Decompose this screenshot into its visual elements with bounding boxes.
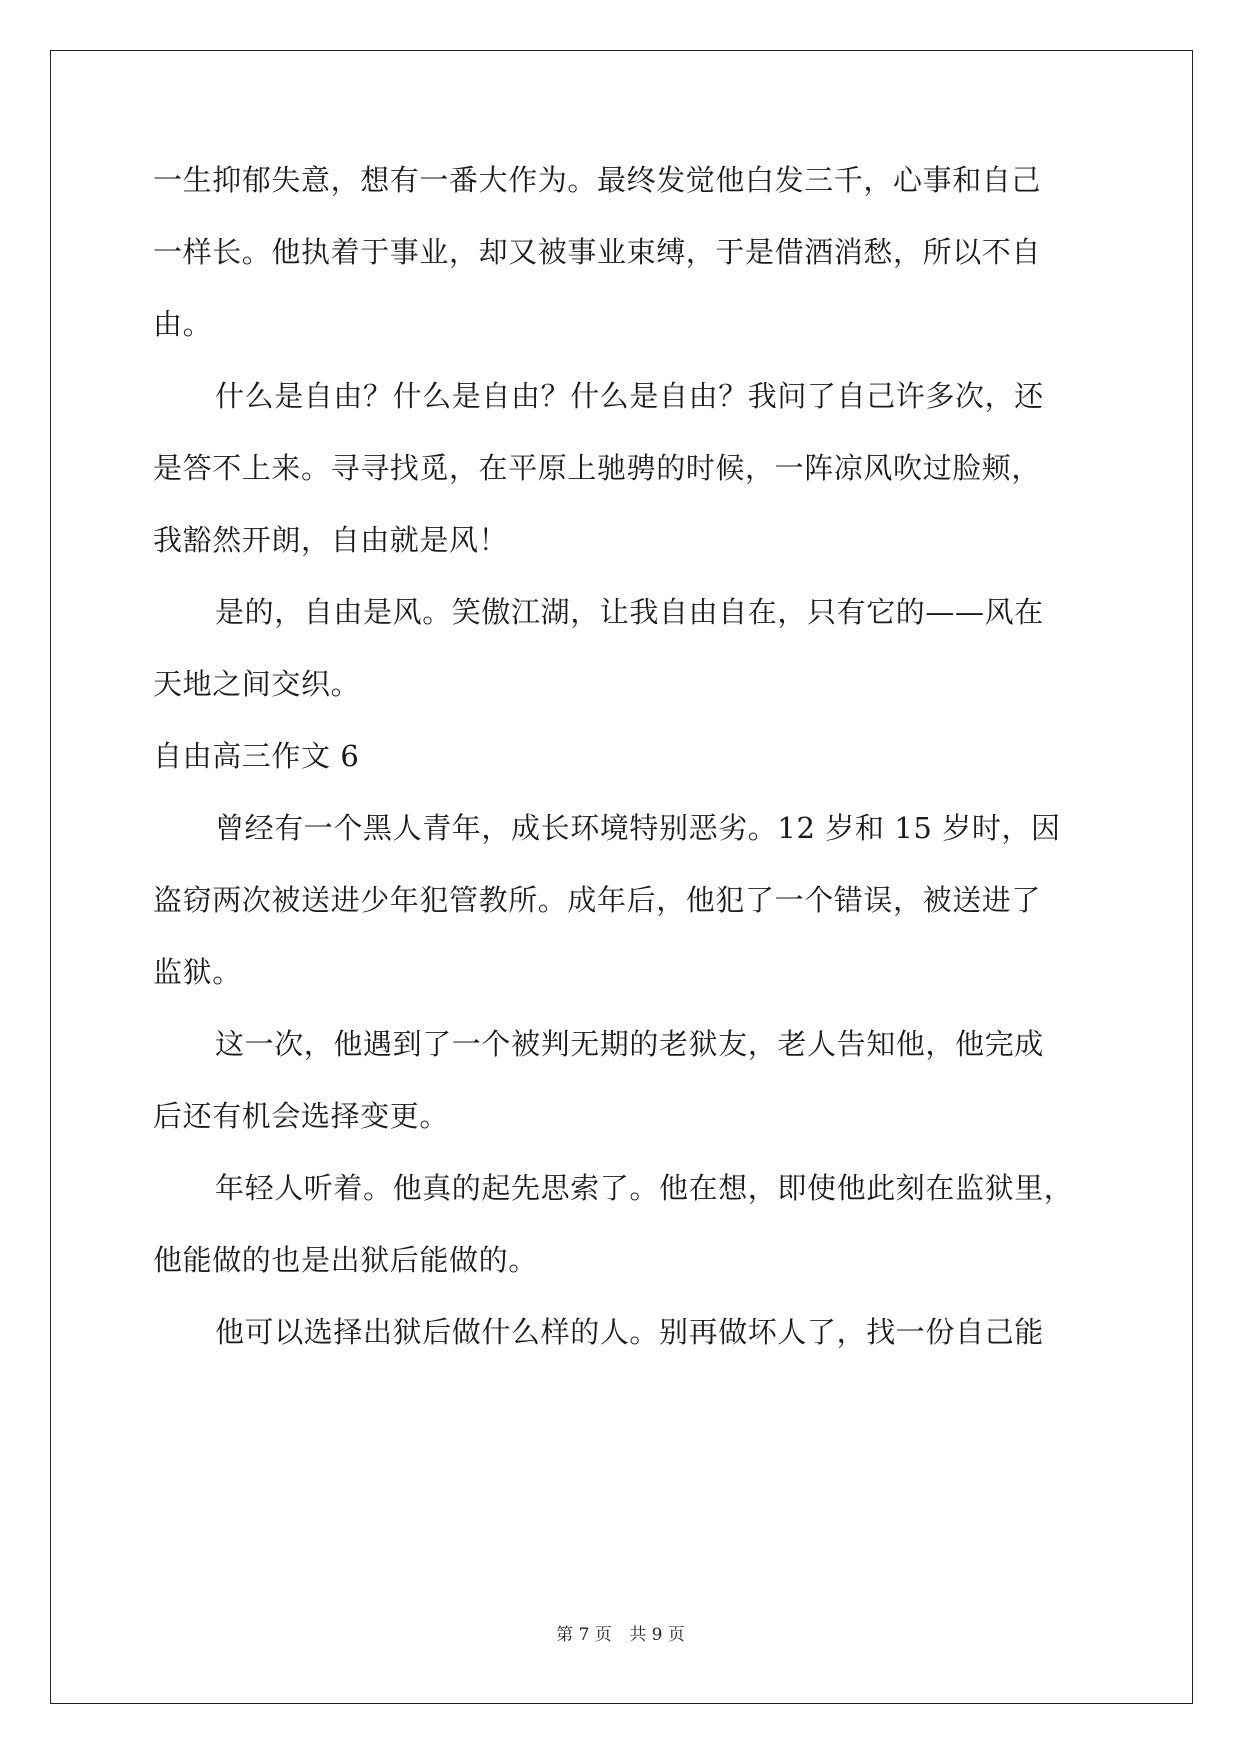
text-line: 天地之间交织。 xyxy=(153,667,361,701)
page-border xyxy=(50,50,1193,1704)
page-footer xyxy=(0,1620,1241,1645)
text-line: 年轻人听着。他真的起先思索了。他在想，即使他此刻在监狱里， xyxy=(215,1171,1074,1205)
text-line: 是答不上来。寻寻找觅，在平原上驰骋的时候，一阵凉风吹过脸颊， xyxy=(153,451,1042,485)
text-line: 什么是自由？什么是自由？什么是自由？我问了自己许多次，还 xyxy=(215,379,1044,413)
text-line: 曾经有一个黑人青年，成长环境特别恶劣。12 岁和 15 岁时，因 xyxy=(215,811,1061,845)
text-line: 监狱。 xyxy=(153,955,242,989)
text-line: 由。 xyxy=(153,307,213,341)
text-line: 一样长。他执着于事业，却又被事业束缚，于是借酒消愁，所以不自 xyxy=(153,235,1042,269)
text-line: 盗窃两次被送进少年犯管教所。成年后，他犯了一个错误，被送进了 xyxy=(153,883,1042,917)
text-line: 后还有机会选择变更。 xyxy=(153,1099,450,1133)
text-line: 这一次，他遇到了一个被判无期的老狱友，老人告知他，他完成 xyxy=(215,1027,1044,1061)
text-line: 是的，自由是风。笑傲江湖，让我自由自在，只有它的——风在 xyxy=(215,595,1044,629)
page-number-total: 共 9 页 xyxy=(629,1625,685,1645)
section-heading: 自由高三作文 6 xyxy=(153,739,360,773)
text-line: 我豁然开朗，自由就是风！ xyxy=(153,523,509,557)
text-line: 他可以选择出狱后做什么样的人。别再做坏人了，找一份自己能 xyxy=(215,1315,1044,1349)
page-number-current: 第 7 页 xyxy=(556,1625,612,1645)
text-line: 一生抑郁失意，想有一番大作为。最终发觉他白发三千，心事和自己 xyxy=(153,163,1042,197)
text-line: 他能做的也是出狱后能做的。 xyxy=(153,1243,538,1277)
